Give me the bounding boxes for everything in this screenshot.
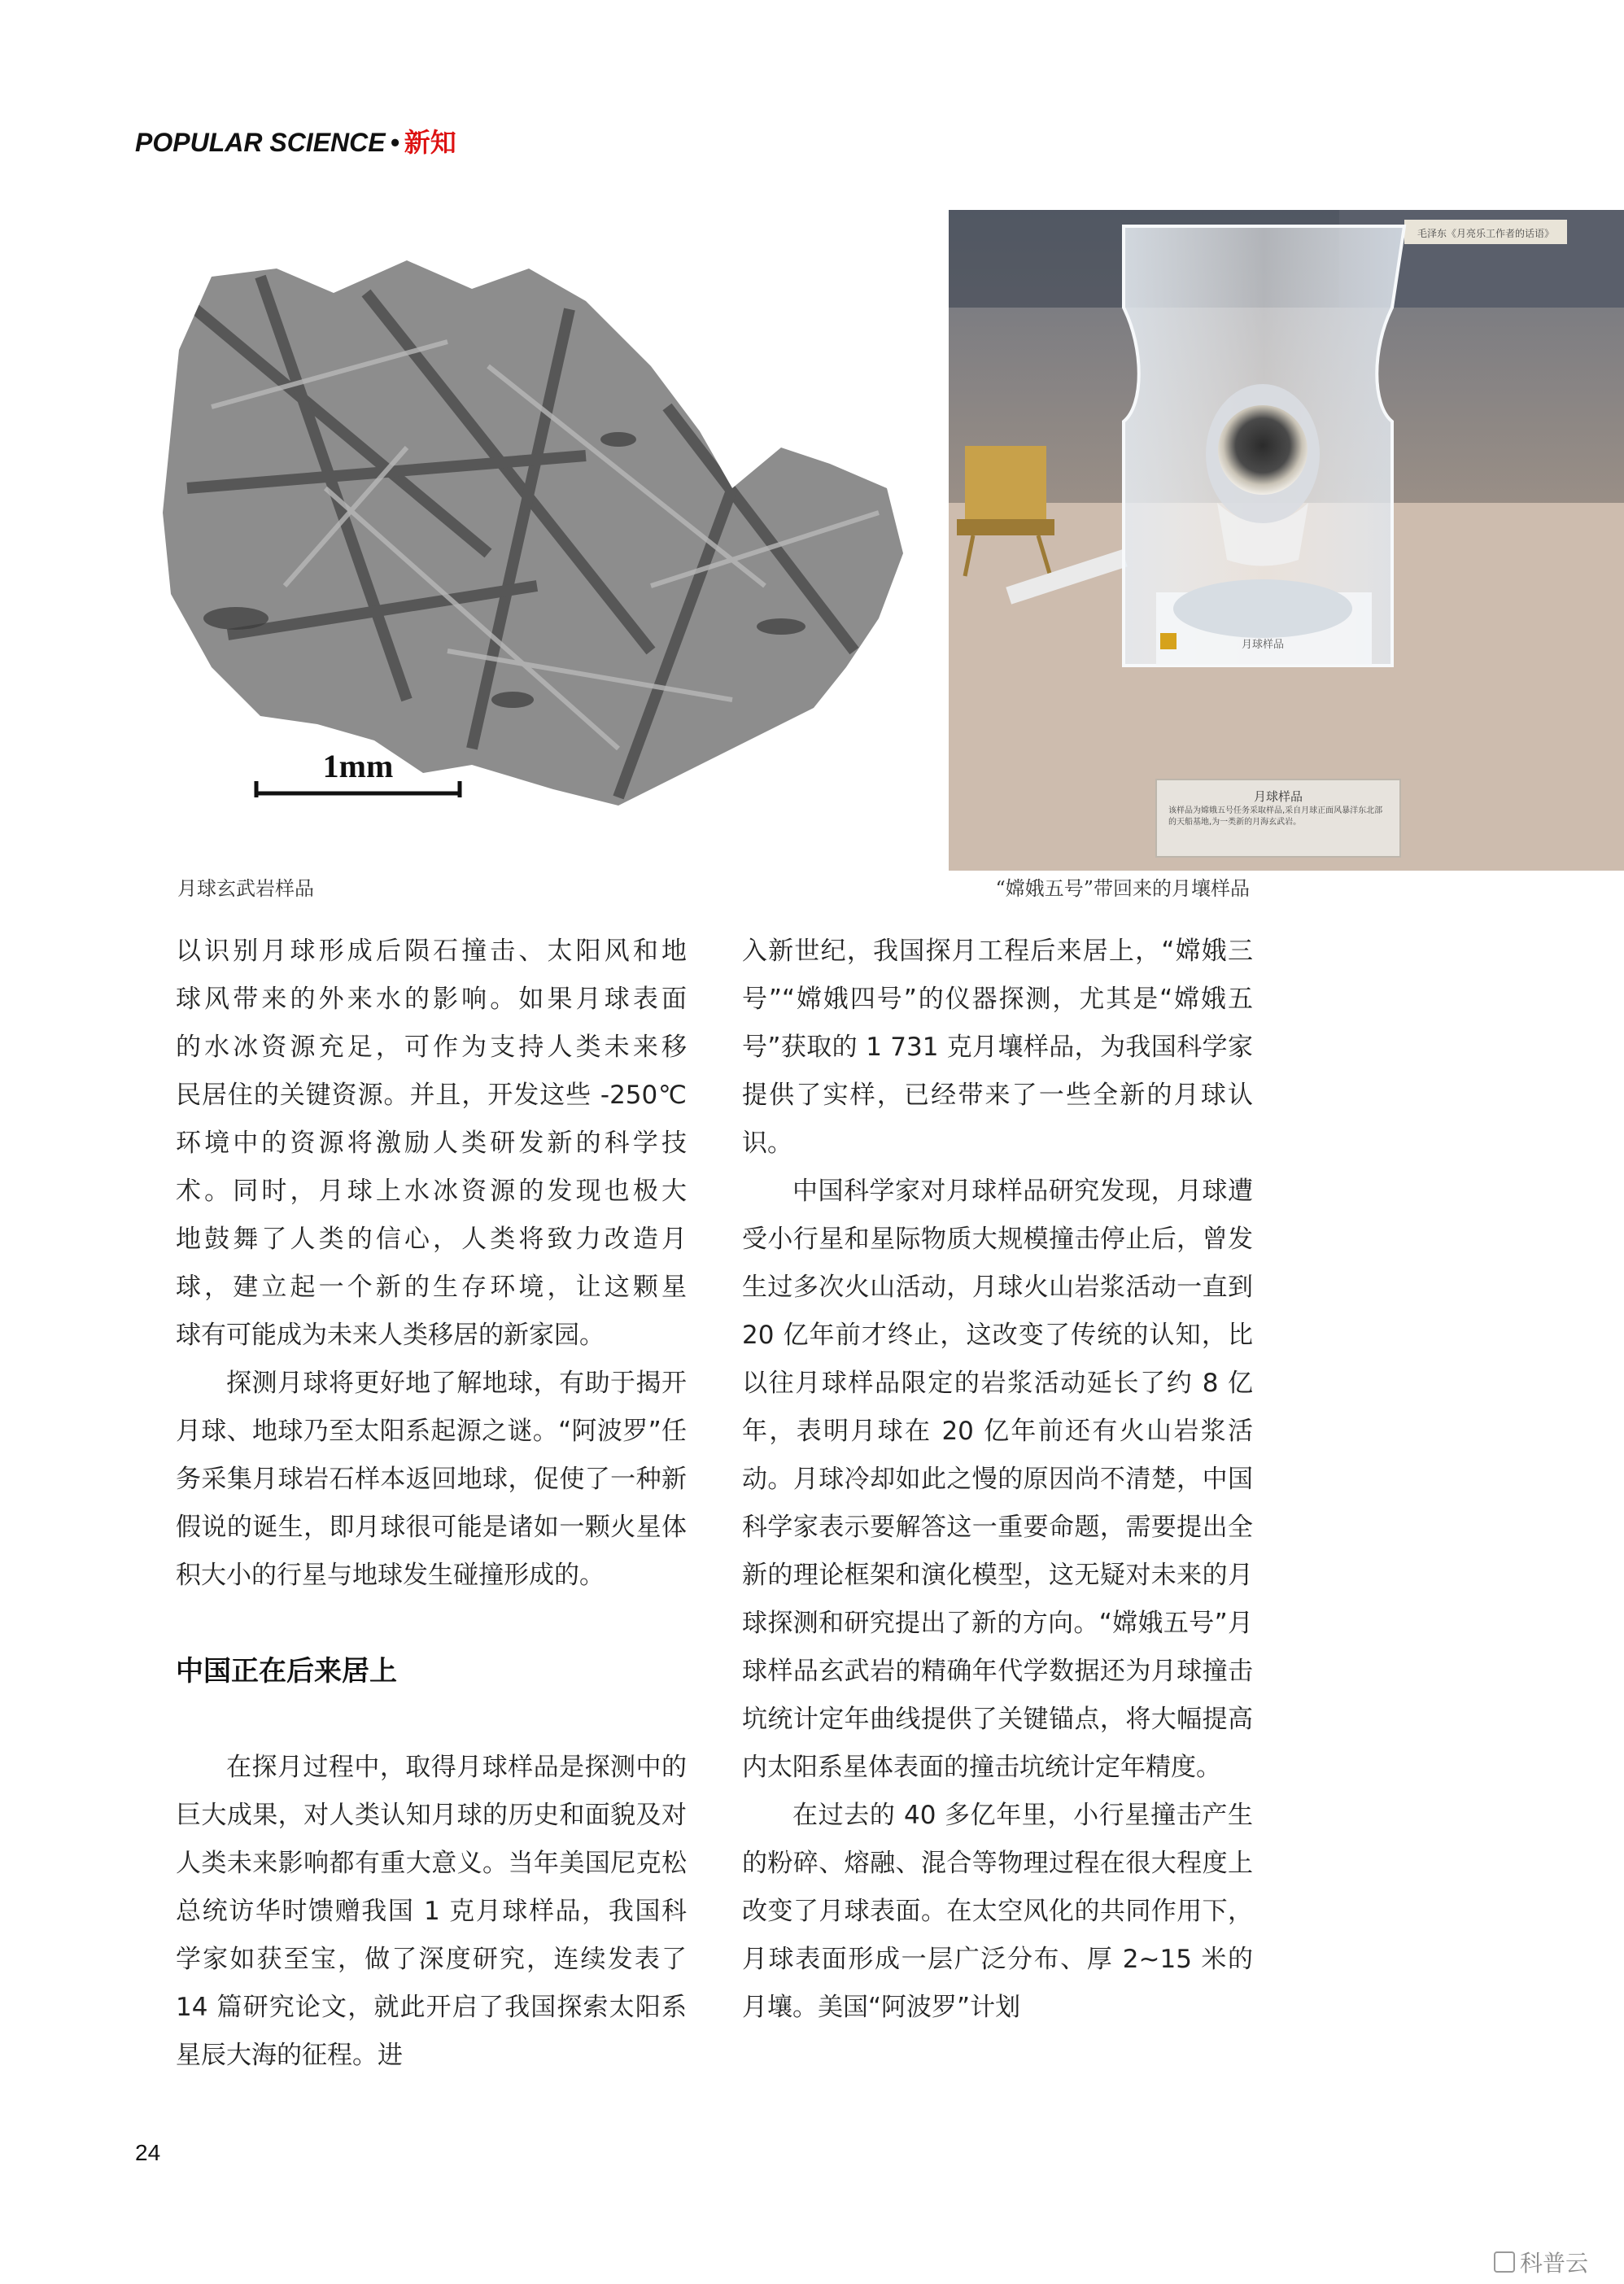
top-sign-text: 毛泽东《月亮乐工作者的话语》 xyxy=(1417,228,1555,239)
section-heading: 中国正在后来居上 xyxy=(176,1655,397,1688)
text-line: 民居住的关键资源。并且，开发这些 -250℃ xyxy=(176,1081,687,1110)
change5-sample-photo xyxy=(949,210,1624,871)
right-column xyxy=(742,928,1253,2032)
header-en: POPULAR SCIENCE xyxy=(135,128,386,157)
caption-left: 月球玄武岩样品 xyxy=(177,877,314,900)
info-card-title: 月球样品 xyxy=(1253,789,1303,804)
basalt-micrograph xyxy=(163,244,911,814)
watermark-text: 科普云 xyxy=(1520,2250,1589,2277)
base-label: 月球样品 xyxy=(1241,639,1285,651)
right-paragraph-3: 在过去的 40 多亿年里，小行星撞击产生的粉碎、熔融、混合等物理过程在很大程度上改变了月球表面。在太空风化的共同作用下，月球表面形成一层广泛分布、厚 2~15 米的月壤。美国“阿波罗”计划 xyxy=(742,1801,1253,2022)
header-dot: • xyxy=(390,128,399,157)
left-paragraph-2: 探测月球将更好地了解地球，有助于揭开月球、地球乃至太阳系起源之谜。“阿波罗”任务采集月球岩石样本返回地球，促使了一种新假说的诞生，即月球很可能是诸如一颗火星体积大小的行星与地球发生碰撞形成的。 xyxy=(176,1369,687,1590)
caption-right: “嫦娥五号”带回来的月壤样品 xyxy=(995,877,1250,900)
scale-label: 1mm xyxy=(322,748,394,784)
watermark xyxy=(1494,2246,1588,2278)
left-paragraph-1 xyxy=(176,928,687,1360)
text-line: 球有可能成为未来人类移居的新家园。 xyxy=(176,1321,605,1350)
header-cn: 新知 xyxy=(404,127,456,158)
left-paragraph-3: 在探月过程中，取得月球样品是探测中的巨大成果，对人类认知月球的历史和面貌及对人类未来影响都有重大意义。当年美国尼克松总统访华时馈赠我国 1 克月球样品，我国科学家如获至宝，做了深度研究，连续发表了 14 篇研究论文，就此开启了我国探索太阳系星辰大海的征程。进 xyxy=(176,1753,687,2070)
left-column xyxy=(176,928,687,2080)
page-number: 24 xyxy=(135,2140,161,2165)
text-line: 以识别月球形成后陨石撞击、太阳风和地 xyxy=(176,937,687,966)
sample-sphere xyxy=(1218,405,1307,495)
text-line: 环境中的资源将激励人类研发新的科学技 xyxy=(176,1129,687,1158)
text-line: 的水冰资源充足，可作为支持人类未来移 xyxy=(176,1033,687,1062)
right-paragraph-1: 入新世纪，我国探月工程后来居上，“嫦娥三号”“嫦娥四号”的仪器探测，尤其是“嫦娥五号”获取的 1 731 克月壤样品，为我国科学家提供了实样，已经带来了一些全新的月球认识。 xyxy=(742,937,1253,1158)
right-paragraph-2: 中国科学家对月球样品研究发现，月球遭受小行星和星际物质大规模撞击停止后，曾发生过多次火山活动，月球火山岩浆活动一直到 20 亿年前才终止，这改变了传统的认知，比以往月球样品限定的岩浆活动延长了约 8 亿年，表明月球在 20 亿年前还有火山岩浆活动。月球冷却如此之慢的原因尚不清楚，中国科学家表示要解答这一重要命题，需要提出全新的理论框架和演化模型，这无疑对未来的月球探测和研究提出了新的方向。“嫦娥五号”月球样品玄武岩的精确年代学数据还为月球撞击坑统计定年曲线提供了关键锚点，将大幅提高内太阳系星体表面的撞击坑统计定年精度。 xyxy=(742,1177,1253,1782)
basalt-sample-image xyxy=(163,244,911,814)
watermark-icon xyxy=(1494,2251,1515,2273)
text-line: 术。同时，月球上水冰资源的发现也极大 xyxy=(176,1177,687,1206)
text-line: 球风带来的外来水的影响。如果月球表面 xyxy=(176,985,687,1014)
text-line: 球，建立起一个新的生存环境，让这颗星 xyxy=(176,1273,687,1302)
magazine-header xyxy=(135,122,623,163)
display-case-photo xyxy=(949,210,1624,871)
info-card-text: 该样品为嫦娥五号任务采取样品,采自月球正面风暴洋东北部的天船基地,为一类新的月海玄武岩。 xyxy=(1168,806,1383,827)
text-line: 地鼓舞了人类的信心，人类将致力改造月 xyxy=(176,1225,687,1254)
